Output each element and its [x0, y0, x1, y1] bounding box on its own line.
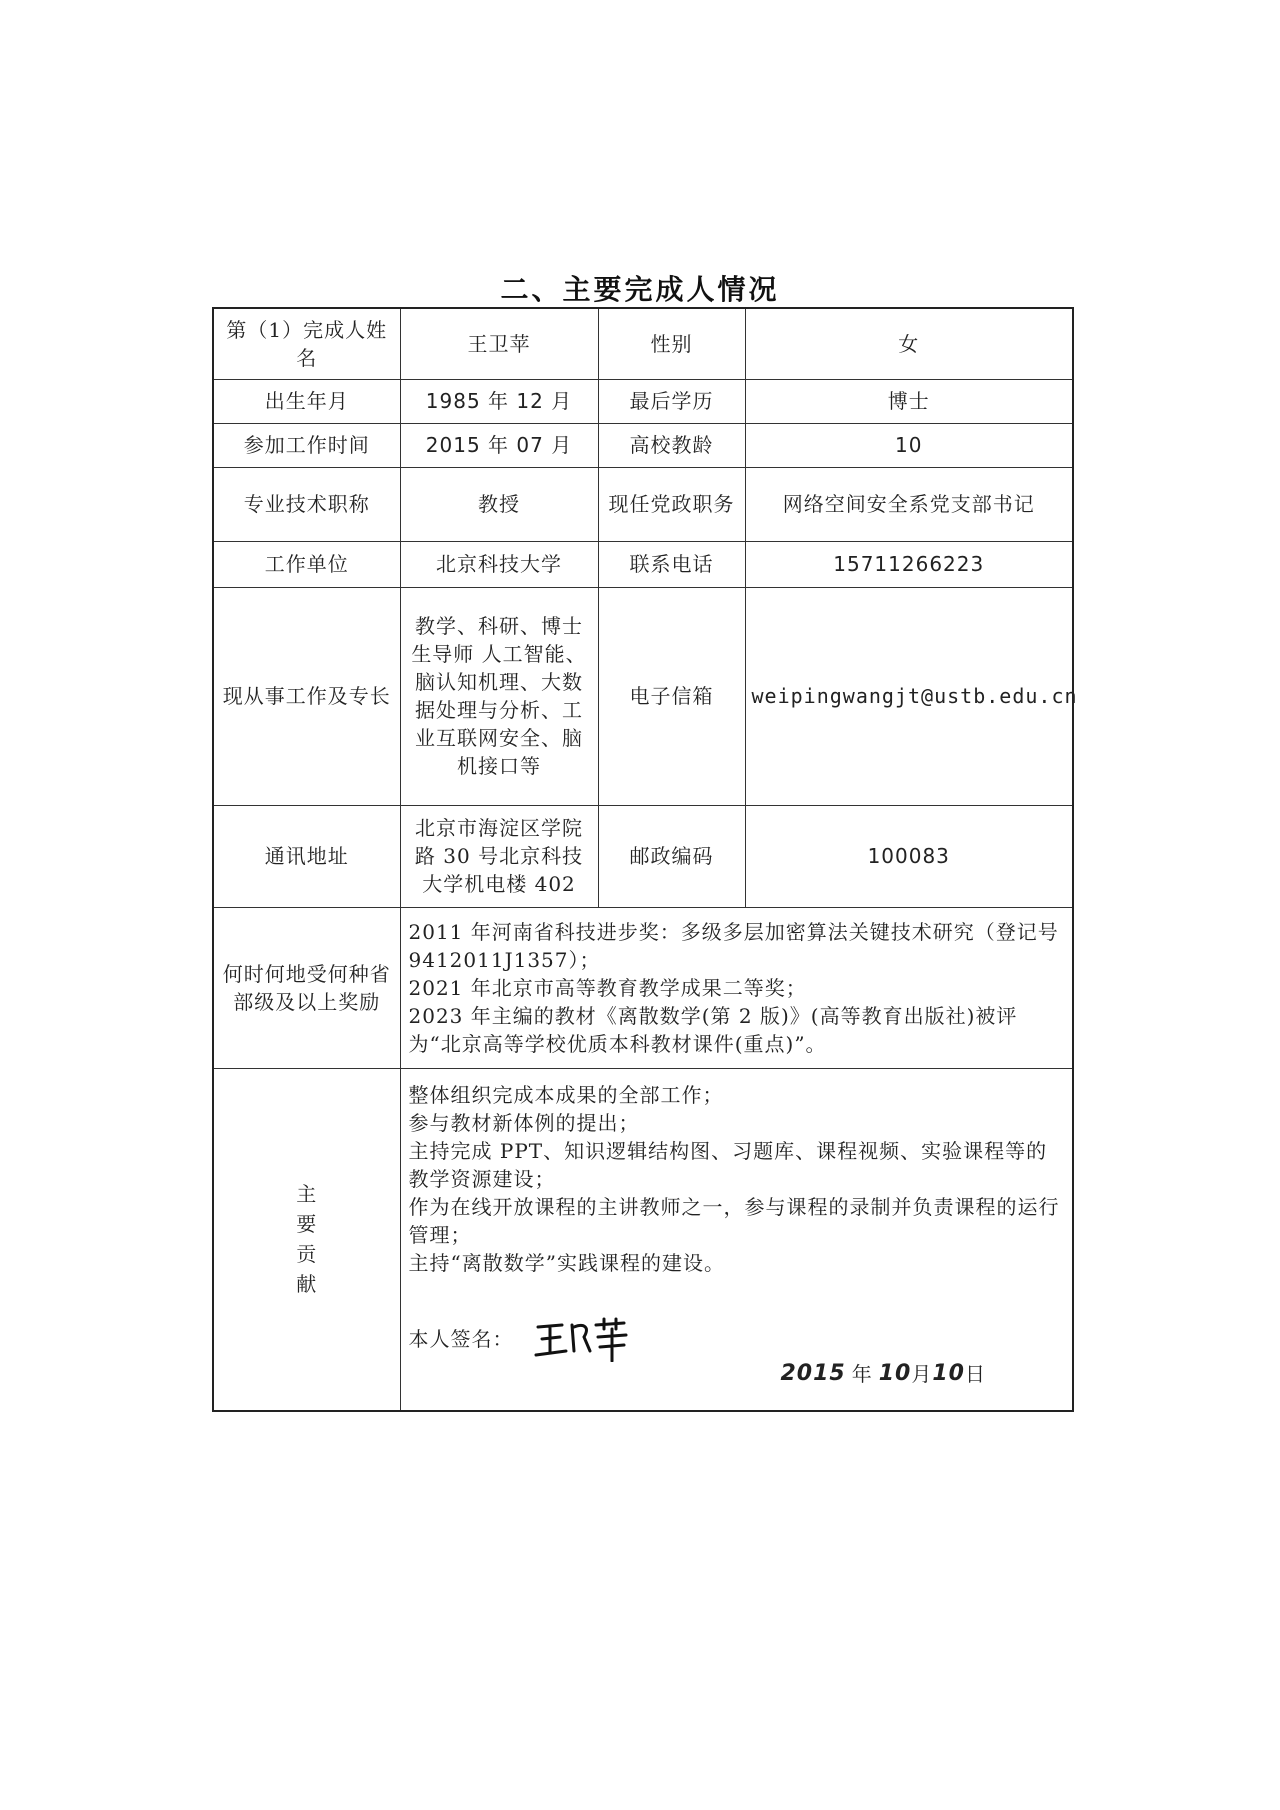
title-label: 专业技术职称 — [213, 467, 400, 541]
party-post-value: 网络空间安全系党支部书记 — [745, 467, 1073, 541]
address-label: 通讯地址 — [213, 805, 400, 907]
contrib-label — [213, 1068, 400, 1411]
email-label: 电子信箱 — [598, 587, 745, 805]
phone-label: 联系电话 — [598, 541, 745, 587]
award-item: 2011 年河南省科技进步奖：多级多层加密算法关键技术研究（登记号 9412011J1357）； — [408, 919, 1059, 972]
work-start-label: 参加工作时间 — [213, 423, 400, 467]
gender-value: 女 — [745, 308, 1073, 379]
birth-value: 1985 年 12 月 — [400, 379, 598, 423]
education-label: 最后学历 — [598, 379, 745, 423]
date-day-unit: 日 — [964, 1362, 986, 1386]
awards-list — [400, 907, 1073, 1068]
title-value: 教授 — [400, 467, 598, 541]
name-value: 王卫苹 — [400, 308, 598, 379]
signature-line — [409, 1317, 1065, 1362]
party-post-label: 现任党政职务 — [598, 467, 745, 541]
signature-date — [781, 1360, 986, 1388]
unit-value: 北京科技大学 — [400, 541, 598, 587]
signature-label: 本人签名： — [408, 1327, 514, 1351]
contributions-cell — [400, 1068, 1073, 1411]
date-day: 10 — [932, 1361, 965, 1386]
education-value: 博士 — [745, 379, 1073, 423]
address-value: 北京市海淀区学院路 30 号北京科技大学机电楼 402 — [400, 805, 598, 907]
award-item: 2023 年主编的教材《离散数学(第 2 版)》(高等教育出版社)被评为“北京高等学校优质本科教材课件(重点)”。 — [408, 1003, 1018, 1056]
date-month-unit: 月 — [911, 1362, 933, 1386]
postcode-label: 邮政编码 — [598, 805, 745, 907]
birth-label: 出生年月 — [213, 379, 400, 423]
contribution-item: 参与教材新体例的提出； — [408, 1110, 640, 1135]
work-label: 现从事工作及专长 — [213, 587, 400, 805]
person-info-table — [212, 307, 1078, 1412]
contribution-item: 作为在线开放课程的主讲教师之一，参与课程的录制并负责课程的运行管理； — [408, 1194, 1060, 1247]
work-value: 教学、科研、博士生导师 人工智能、脑认知机理、大数据处理与分析、工业互联网安全、脑机接口等 — [400, 587, 598, 805]
teaching-age-label: 高校教龄 — [598, 423, 745, 467]
phone-value: 15711266223 — [745, 541, 1073, 587]
postcode-value: 100083 — [745, 805, 1073, 907]
contrib-label-text: 主要贡献 — [296, 1182, 318, 1297]
contribution-item: 整体组织完成本成果的全部工作； — [408, 1082, 724, 1107]
date-year-unit: 年 — [851, 1362, 873, 1386]
contribution-item: 主持“离散数学”实践课程的建设。 — [408, 1250, 725, 1275]
date-year: 2015 — [780, 1361, 846, 1386]
award-item: 2021 年北京市高等教育教学成果二等奖； — [408, 975, 807, 1000]
gender-label: 性别 — [598, 308, 745, 379]
email-value: weipingwangjt@ustb.edu.cn — [745, 587, 1073, 805]
date-month: 10 — [878, 1361, 912, 1386]
unit-label: 工作单位 — [213, 541, 400, 587]
contribution-item: 主持完成 PPT、知识逻辑结构图、习题库、课程视频、实验课程等的教学资源建设； — [408, 1138, 1048, 1191]
page-title: 二、主要完成人情况 — [500, 273, 780, 306]
awards-label: 何时何地受何种省部级及以上奖励 — [213, 907, 400, 1068]
work-start-value: 2015 年 07 月 — [400, 423, 598, 467]
name-label: 第（1）完成人姓名 — [213, 308, 400, 379]
teaching-age-value: 10 — [745, 423, 1073, 467]
signature-handwriting — [534, 1317, 629, 1362]
